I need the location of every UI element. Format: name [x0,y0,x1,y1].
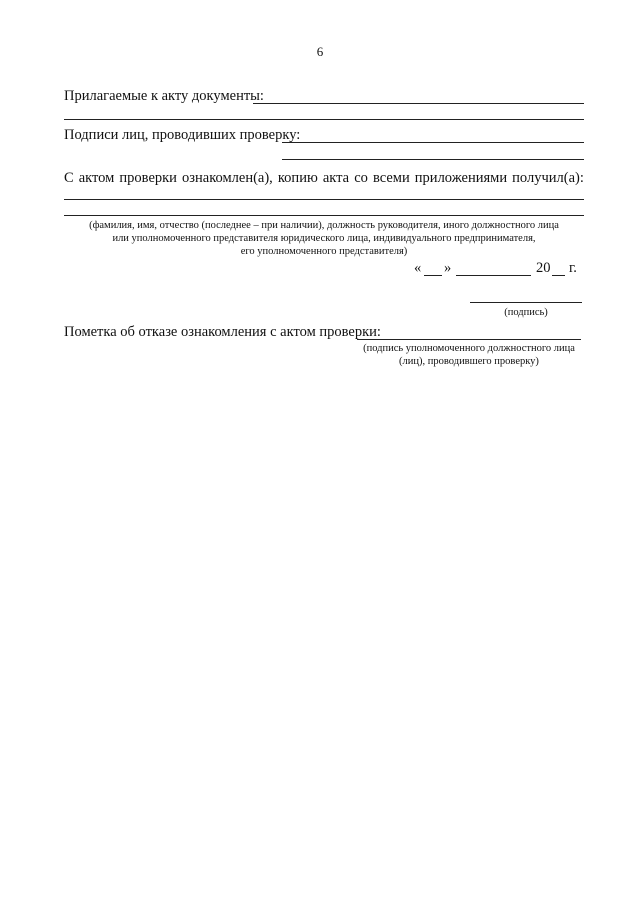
page-number: 6 [316,44,324,59]
acknowledgement-caption-line-2: или уполномоченного представителя юридического лица, индивидуального предпринимателя, [112,233,536,244]
acknowledgement-caption-line-3: его уполномоченного представителя) [240,246,408,257]
refusal-signature-field[interactable] [357,339,581,340]
date-close-quote: » [444,260,452,276]
acknowledgement-caption-line-1: (фамилия, имя, отчество (последнее – при наличии), должность руководителя, иного должностного лица [89,220,559,231]
ack-word: всеми [372,170,410,186]
ack-word: проверки [119,170,177,186]
inspector-signature-field-1[interactable] [282,142,584,143]
ack-word: актом [78,170,115,186]
date-line [400,260,584,280]
signature-field[interactable] [470,302,582,303]
signatures-inspectors-label: Подписи лиц, проводивших проверку: [64,127,301,143]
date-year-suffix: г. [569,260,577,276]
date-day-field[interactable] [424,275,442,276]
ack-word: копию [277,170,318,186]
ack-word: ознакомлен(а), [182,170,273,186]
date-open-quote: « [414,260,422,276]
date-year-field[interactable] [552,275,565,276]
signature-caption: (подпись) [504,307,548,318]
ack-word: со [354,170,368,186]
ack-word: получил(а): [512,170,584,186]
inspector-signature-field-2[interactable] [282,159,584,160]
acknowledgement-statement [64,170,584,187]
acknowledgement-field-2[interactable] [64,215,584,216]
ack-word: приложениями [414,170,508,186]
ack-word: С [64,170,74,186]
acknowledgement-field-1[interactable] [64,199,584,200]
refusal-caption-line-2: (лиц), проводившего проверку) [399,356,539,367]
refusal-label: Пометка об отказе ознакомления с актом проверки: [64,324,381,340]
attached-documents-field-2[interactable] [64,119,584,120]
attached-documents-field-1[interactable] [253,103,584,104]
date-month-field[interactable] [456,275,531,276]
attached-documents-label: Прилагаемые к акту документы: [64,88,264,104]
date-year-prefix: 20 [536,260,551,276]
ack-word: акта [322,170,350,186]
refusal-caption-line-1: (подпись уполномоченного должностного лица [363,343,575,354]
